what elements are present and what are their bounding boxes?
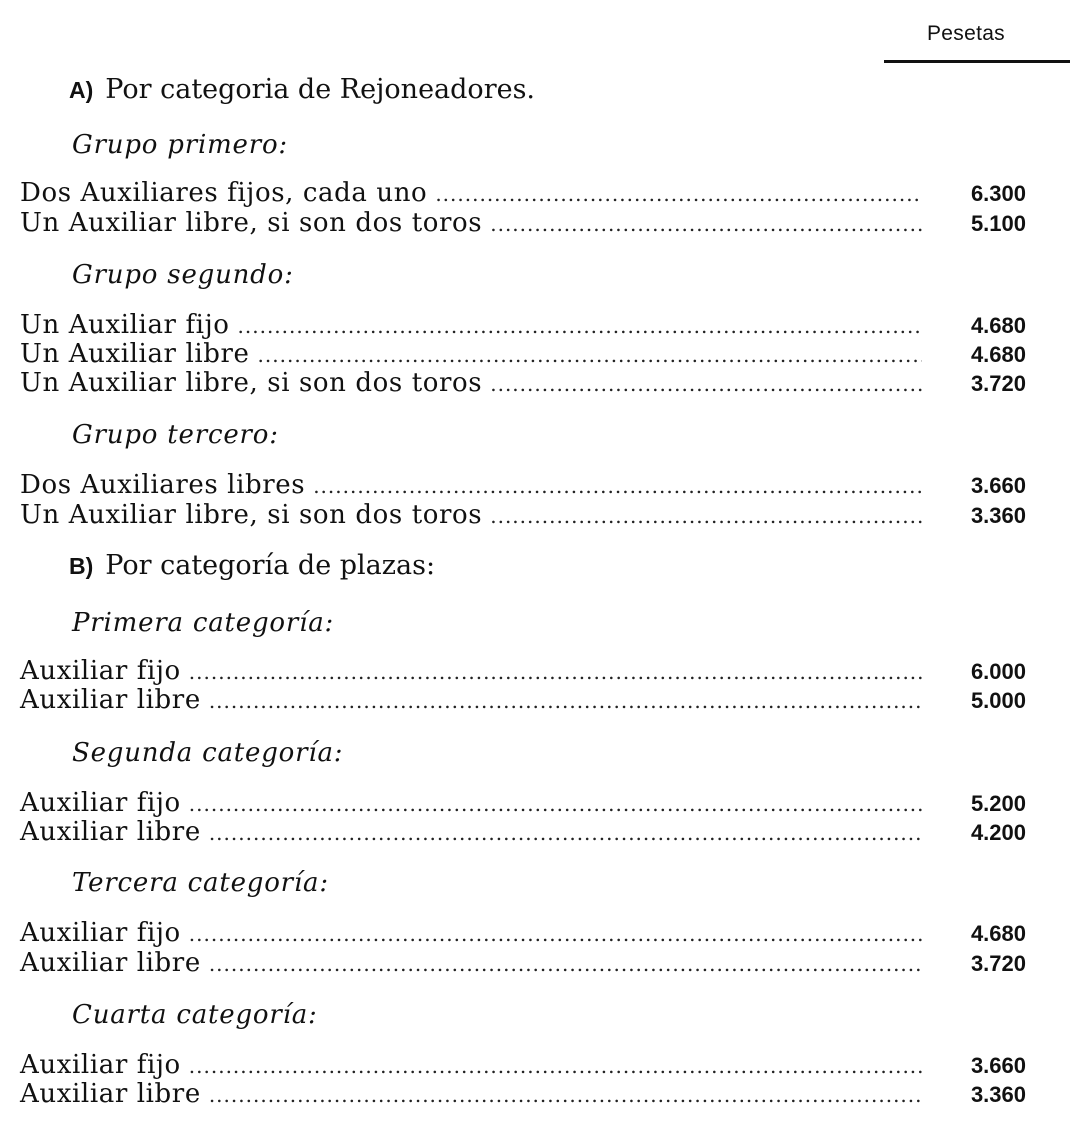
- dot-leader: [313, 474, 922, 498]
- dot-leader: [490, 372, 922, 396]
- fee-label: Auxiliar fijo: [20, 656, 181, 686]
- fee-line: [20, 368, 1026, 402]
- fee-amount: 3.660: [970, 1053, 1026, 1078]
- fee-label: Auxiliar libre: [20, 685, 201, 715]
- section-b-heading: [69, 550, 435, 581]
- fee-amount: 5.200: [970, 791, 1026, 816]
- section-title: Por categoría de plazas:: [105, 550, 436, 581]
- fee-label: Auxiliar fijo: [20, 918, 181, 948]
- dot-leader: [238, 314, 922, 338]
- group-heading: Primera categoría:: [72, 608, 335, 638]
- fee-label: Un Auxiliar libre, si son dos toros: [20, 500, 483, 530]
- header-rule: [884, 60, 1070, 63]
- dot-leader: [189, 792, 922, 816]
- fee-label: Dos Auxiliares libres: [20, 470, 306, 500]
- dot-leader: [189, 922, 922, 946]
- fee-label: Auxiliar fijo: [20, 1050, 181, 1080]
- fee-label: Auxiliar libre: [20, 1079, 201, 1109]
- group-heading: Grupo primero:: [72, 130, 288, 160]
- fee-amount: 3.660: [970, 473, 1026, 498]
- group-heading: Tercera categoría:: [72, 868, 329, 898]
- dot-leader: [209, 952, 922, 976]
- dot-leader: [189, 1054, 922, 1078]
- fee-line: [20, 1079, 1026, 1113]
- fee-label: Auxiliar fijo: [20, 788, 181, 818]
- fee-label: Dos Auxiliares fijos, cada uno: [20, 178, 428, 208]
- dot-leader: [490, 504, 922, 528]
- fee-line: [20, 817, 1026, 851]
- fee-line: [20, 208, 1026, 242]
- fee-amount: 4.680: [970, 921, 1026, 946]
- fee-amount: 6.000: [970, 659, 1026, 684]
- fee-line: [20, 178, 1026, 212]
- fee-amount: 3.720: [970, 371, 1026, 396]
- group-heading: Cuarta categoría:: [72, 1000, 318, 1030]
- dot-leader: [490, 212, 922, 236]
- group-heading: Grupo tercero:: [72, 420, 279, 450]
- fee-label: Un Auxiliar fijo: [20, 310, 230, 340]
- fee-label: Un Auxiliar libre: [20, 339, 250, 369]
- dot-leader: [209, 821, 922, 845]
- group-heading: Grupo segundo:: [72, 260, 294, 290]
- fee-line: [20, 948, 1026, 982]
- fee-line: [20, 500, 1026, 534]
- fee-amount: 4.680: [970, 342, 1026, 367]
- fee-label: Un Auxiliar libre, si son dos toros: [20, 208, 483, 238]
- fee-line: [20, 470, 1026, 504]
- fee-label: Auxiliar libre: [20, 948, 201, 978]
- dot-leader: [435, 182, 922, 206]
- fee-amount: 5.000: [970, 688, 1026, 713]
- section-a-heading: [69, 74, 535, 105]
- section-letter: A): [69, 77, 94, 103]
- dot-leader: [209, 1083, 922, 1107]
- fee-amount: 4.200: [970, 820, 1026, 845]
- section-letter: B): [69, 553, 94, 579]
- fee-amount: 3.360: [970, 503, 1026, 528]
- fee-label: Un Auxiliar libre, si son dos toros: [20, 368, 483, 398]
- fee-amount: 6.300: [970, 181, 1026, 206]
- dot-leader: [189, 660, 922, 684]
- dot-leader: [209, 689, 922, 713]
- pesetas-column-header: Pesetas: [927, 22, 1005, 45]
- group-heading: Segunda categoría:: [72, 738, 344, 768]
- fee-line: [20, 918, 1026, 952]
- dot-leader: [258, 343, 922, 367]
- fee-line: [20, 685, 1026, 719]
- fee-amount: 4.680: [970, 313, 1026, 338]
- section-title: Por categoria de Rejoneadores.: [105, 74, 536, 105]
- fee-label: Auxiliar libre: [20, 817, 201, 847]
- fee-amount: 3.720: [970, 951, 1026, 976]
- fee-amount: 3.360: [970, 1082, 1026, 1107]
- fee-amount: 5.100: [970, 211, 1026, 236]
